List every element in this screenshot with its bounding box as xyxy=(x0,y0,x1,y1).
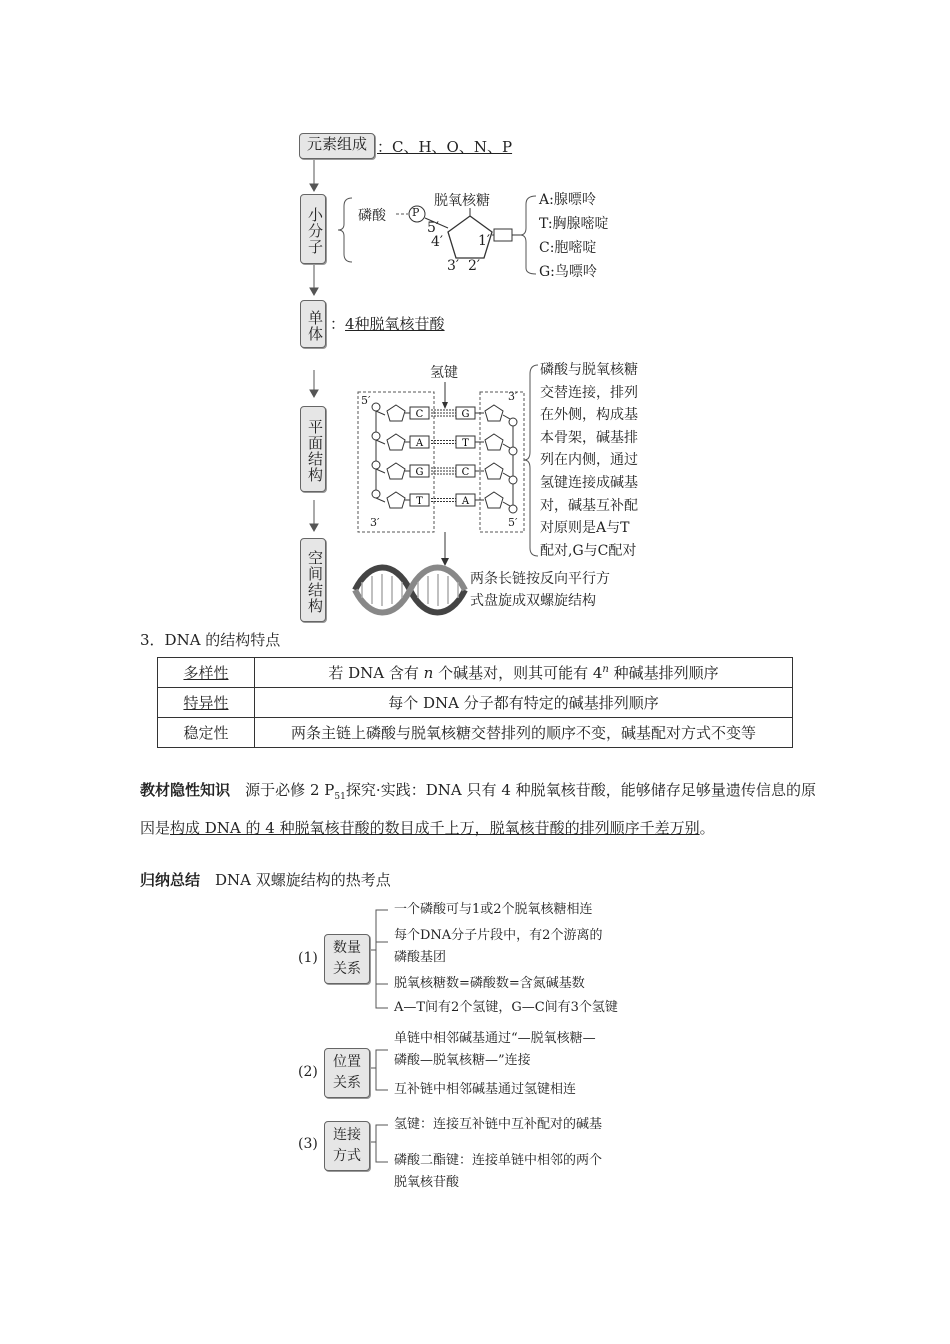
phosphate-circle xyxy=(372,432,380,440)
table-row xyxy=(158,658,793,688)
summary-item: 一个磷酸可与1或2个脱氧核糖相连 xyxy=(394,902,593,917)
summary-item: 磷酸—脱氧核糖—”连接 xyxy=(394,1053,531,1068)
monomer-box: 单体 xyxy=(300,300,326,348)
sugar-pentagon xyxy=(387,492,405,508)
p-symbol: P xyxy=(412,206,420,219)
sugar-pentagon xyxy=(387,405,405,421)
left-base-letter: G xyxy=(415,467,424,478)
phosphate-circle xyxy=(372,461,380,469)
table-row xyxy=(158,688,793,718)
planar-desc-line: 列在内侧，通过 xyxy=(540,452,638,469)
carbon-3-label: 3′ xyxy=(447,258,460,274)
hidden-knowledge-paragraph: 教材隐性知识 源于必修 2 $P_{51}$探究·实践：DNA 只有 4 种脱氧核苷酸，能够储存足够量遗传信息的原因是构成 DNA 的 4 种脱氧核苷酸的数目成千上万，脱氧核苷酸的排列顺序千差万别。 xyxy=(140,781,816,837)
summary-heading: 归纳总结 DNA 双螺旋结构的热考点 xyxy=(140,871,391,889)
planar-desc-line: 对原则是A与T xyxy=(540,520,630,537)
phosphate-circle xyxy=(509,447,517,455)
summary-item: 每个DNA分子片段中，有2个游离的 xyxy=(394,928,603,943)
phosphate-circle xyxy=(509,505,517,513)
summary-item: 脱氧核苷酸 xyxy=(394,1175,460,1190)
group-box-quantity: 数量 关系 xyxy=(324,934,370,984)
carbon-5-label: 5′ xyxy=(427,220,440,236)
base-a: A:腺嘌呤 xyxy=(539,192,596,208)
sugar-pentagon xyxy=(485,434,503,450)
group-number: (2) xyxy=(298,1064,318,1080)
row-value: 两条主链上磷酸与脱氧核糖交替排列的顺序不变，碱基配对方式不变等 xyxy=(255,718,793,748)
hidden-knowledge-label: 教材隐性知识 xyxy=(140,781,231,799)
carbon-2-label: 2′ xyxy=(468,258,481,274)
phosphate-label: 磷酸 xyxy=(358,208,386,224)
group-box-position: 位置 关系 xyxy=(324,1048,370,1098)
row-value: 若 DNA 含有 n 个碱基对，则其可能有 4$^n$ 种碱基排列顺序 xyxy=(255,658,793,688)
summary-item: 脱氧核糖数=磷酸数=含氮碱基数 xyxy=(394,976,585,991)
elements-value: ：C、H、O、N、P xyxy=(377,138,513,156)
row-key: 多样性 xyxy=(183,664,229,682)
planar-description xyxy=(540,359,638,562)
summary-item: 磷酸二酯键：连接单链中相邻的两个 xyxy=(394,1153,603,1168)
strand-end-3-top: 3′ xyxy=(508,390,518,403)
group-number: (3) xyxy=(298,1136,318,1152)
carbon-1-label: 1′ xyxy=(478,233,491,249)
right-base-letter: T xyxy=(462,438,469,449)
phosphate-circle xyxy=(509,476,517,484)
summary-item: 单链中相邻碱基通过“—脱氧核糖— xyxy=(394,1031,596,1046)
table-row xyxy=(158,718,793,748)
deoxyribose-label: 脱氧核糖 xyxy=(434,193,490,209)
planar-box: 平面结构 xyxy=(300,406,326,492)
spatial-description xyxy=(470,568,610,612)
planar-desc-line: 交替连接，排列 xyxy=(540,384,638,401)
section3-heading: 3．DNA 的结构特点 xyxy=(140,631,281,649)
small-molecule-box: 小分子 xyxy=(300,194,326,264)
monomer-value: ：4种脱氧核苷酸 xyxy=(330,315,445,333)
summary-item: 氢键：连接互补链中互补配对的碱基 xyxy=(394,1117,603,1132)
left-base-letter: A xyxy=(415,438,424,449)
row-key: 稳定性 xyxy=(158,718,255,748)
phosphate-circle xyxy=(509,418,517,426)
right-base-letter: C xyxy=(461,467,470,478)
base-t: T:胸腺嘧啶 xyxy=(539,216,609,232)
double-helix-image xyxy=(355,568,465,613)
sugar-pentagon xyxy=(387,434,405,450)
carbon-4-label: 4′ xyxy=(431,234,444,250)
row-value: 每个 DNA 分子都有特定的碱基排列顺序 xyxy=(255,688,793,718)
sugar-pentagon xyxy=(387,463,405,479)
base-g: G:鸟嘌呤 xyxy=(539,264,597,280)
elements-box: 元素组成 xyxy=(299,133,375,159)
features-table xyxy=(157,657,793,748)
planar-desc-line: 对，碱基互补配 xyxy=(540,497,638,514)
group-box-connection: 连接 方式 xyxy=(324,1121,370,1171)
spatial-box: 空间结构 xyxy=(300,538,326,622)
planar-desc-line: 配对,G与C配对 xyxy=(540,542,637,559)
hidden-knowledge-answer: 构成 DNA 的 4 种脱氧核苷酸的数目成千上万，脱氧核苷酸的排列顺序千差万别 xyxy=(170,819,700,837)
strand-end-5-bottom: 5′ xyxy=(508,516,518,529)
summary-label: 归纳总结 xyxy=(140,871,201,889)
hydrogen-bond-label: 氢键 xyxy=(430,365,458,381)
group-number: (1) xyxy=(298,950,318,966)
left-base-letter: C xyxy=(415,409,424,420)
row-key: 特异性 xyxy=(183,694,229,712)
spatial-desc-line: 两条长链按反向平行方 xyxy=(470,571,610,587)
right-base-letter: A xyxy=(461,496,470,507)
base-c: C:胞嘧啶 xyxy=(539,240,597,256)
planar-desc-line: 在外侧，构成基 xyxy=(540,407,638,424)
sugar-pentagon xyxy=(485,492,503,508)
phosphate-circle xyxy=(372,490,380,498)
planar-desc-line: 本骨架，碱基排 xyxy=(540,429,638,446)
phosphate-circle xyxy=(372,403,380,411)
strand-end-3-bottom: 3′ xyxy=(370,516,380,529)
sugar-pentagon xyxy=(485,405,503,421)
planar-desc-line: 氢键连接成碱基 xyxy=(540,474,638,491)
sugar-pentagon xyxy=(485,463,503,479)
summary-item: 磷酸基团 xyxy=(394,950,447,965)
strand-end-5-top: 5′ xyxy=(361,394,371,407)
right-base-letter: G xyxy=(461,409,470,420)
planar-desc-line: 磷酸与脱氧核糖 xyxy=(540,362,638,378)
left-base-letter: T xyxy=(416,496,423,507)
summary-item: A—T间有2个氢键，G—C间有3个氢键 xyxy=(394,1000,618,1015)
summary-item: 互补链中相邻碱基通过氢键相连 xyxy=(394,1082,577,1097)
spatial-desc-line: 式盘旋成双螺旋结构 xyxy=(470,593,596,609)
